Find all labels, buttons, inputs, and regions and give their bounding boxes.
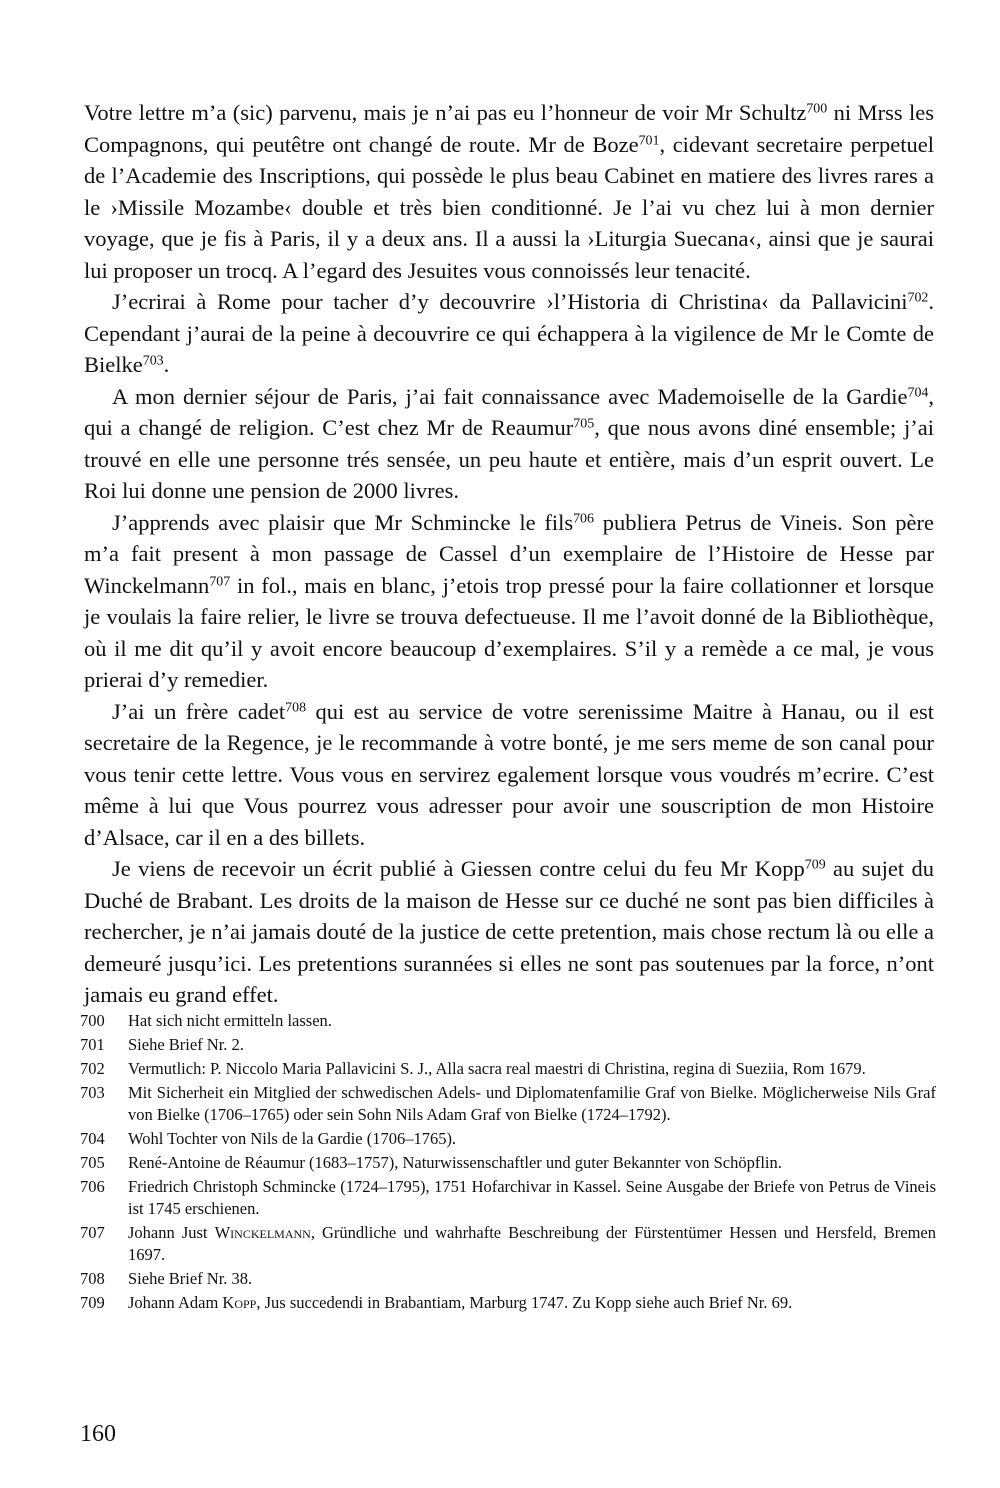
text-run: in fol., mais en blanc, j’etois trop pressé pour la faire collationner et lorsque je voulais la faire relier, le livre se trouva defectueuse. Il me l’avoit donné de la Bibliothèque, où il me dit qu’il y avoit encore beaucoup d’exemplaires. S’il y a remède a ce mal, je vous prierai d’y remedier. xyxy=(84,572,934,692)
footnote-text xyxy=(128,1128,936,1150)
footnote-marker: 704 xyxy=(907,384,929,400)
text-run: Johann Adam xyxy=(128,1293,223,1312)
text-run: , que nous avons diné ensemble; j’ai trouvé en elle une personne trés sensée, un peu haute et entière, mais d’un esprit ouvert. Le Roi lui donne une pension de 2000 livres. xyxy=(84,415,934,503)
footnote-text xyxy=(128,1034,936,1056)
text-run: publiera Petrus de Vineis. Son père m’a fait present à mon passage de Cassel d’un exemplaire de l’Histoire de Hesse par Winckelmann xyxy=(84,509,934,598)
footnote-number: 707 xyxy=(80,1223,105,1242)
footnote-marker: 700 xyxy=(806,101,828,117)
letter-body xyxy=(84,97,934,1011)
footnote-marker: 708 xyxy=(285,699,307,715)
footnote-text xyxy=(128,1010,936,1032)
footnote-marker: 707 xyxy=(209,573,231,589)
text-run: ni Mrss les Compagnons, qui peutêtre ont changé de route. Mr de Boze xyxy=(84,100,934,157)
footnote-marker: 705 xyxy=(573,416,595,432)
footnote xyxy=(80,1292,936,1314)
text-run: J’ai un frère cadet xyxy=(112,698,286,724)
footnote-number: 700 xyxy=(80,1011,105,1030)
body-paragraph xyxy=(84,97,934,286)
footnote-text xyxy=(128,1268,936,1290)
text-run: Wohl Tochter von Nils de la Gardie (1706–1765). xyxy=(128,1129,457,1148)
footnote-text xyxy=(128,1152,936,1174)
footnote xyxy=(80,1058,936,1080)
text-run: Mit Sicherheit ein Mitglied der schwedischen Adels- und Diplomatenfamilie Graf von Bielke. Möglicherweise Nils Graf von Bielke (1706–1765) oder sein Sohn Nils Adam Graf von Bielke (1724–1792). xyxy=(128,1083,936,1124)
footnote-marker: 706 xyxy=(573,510,594,526)
text-run: Hat sich nicht ermitteln lassen. xyxy=(128,1011,332,1030)
footnote-number: 703 xyxy=(80,1083,105,1102)
footnote-text xyxy=(128,1222,936,1266)
footnote-marker: 702 xyxy=(907,290,929,306)
text-run: René-Antoine de Réaumur (1683–1757), Naturwissenschaftler und guter Bekannter von Schöpflin. xyxy=(128,1153,782,1172)
text-run: Johann Just xyxy=(128,1223,215,1242)
footnote xyxy=(80,1128,936,1150)
footnote-text xyxy=(128,1176,936,1220)
footnote-marker: 701 xyxy=(638,132,660,148)
body-paragraph xyxy=(84,507,934,696)
text-run: . xyxy=(163,352,170,377)
body-paragraph xyxy=(84,286,934,381)
footnotes xyxy=(80,1010,936,1316)
text-run: , Gründliche und wahrhafte Beschreibung der Fürstentümer Hessen und Hersfeld, Bremen 1697. xyxy=(128,1223,936,1264)
text-run: A mon dernier séjour de Paris, j’ai fait connaissance avec Mademoiselle de la Gardie xyxy=(112,383,908,409)
text-run: Siehe Brief Nr. 2. xyxy=(128,1035,244,1054)
text-run: qui est au service de votre serenissime Maitre à Hanau, ou il est secretaire de la Regence, je le recommande à votre bonté, je me sers meme de son canal pour vous tenir cette lettre. Vous vous en servirez egalement lorsque vous voudrés m’ecrire. C’est même à lui que Vous pourrez vous adresser pour avoir une souscription de mon Histoire d’Alsace, car il en a des billets. xyxy=(84,698,934,850)
footnote-text xyxy=(128,1058,936,1080)
text-run: au sujet du Duché de Brabant. Les droits de la maison de Hesse sur ce duché ne sont pas bien difficiles à rechercher, je n’ai jamais douté de la justice de cette pretention, mais chose rectum là ou elle a demeuré jusqu’ici. Les pretentions surannées si elles ne sont pas soutenues par la force, n’ont jamais eu grand effet. xyxy=(84,856,934,1007)
text-run: . Cependant j’aurai de la peine à decouvrire ce qui échappera à la vigilence de Mr le Comte de Bielke xyxy=(84,289,934,377)
text-run: Vermutlich: P. Niccolo Maria Pallavicini S. J., Alla sacra real maestri di Christina, regina di Sueziia, Rom 1679. xyxy=(128,1059,866,1078)
footnote-number: 704 xyxy=(80,1129,105,1148)
footnote xyxy=(80,1082,936,1126)
author-name-small-caps: Kopp xyxy=(222,1293,257,1312)
footnote xyxy=(80,1010,936,1032)
footnote-number: 705 xyxy=(80,1153,105,1172)
footnote-number: 702 xyxy=(80,1059,105,1078)
text-run: Votre lettre m’a (sic) parvenu, mais je n’ai pas eu l’honneur de voir Mr Schultz xyxy=(84,100,807,125)
body-paragraph xyxy=(84,696,934,854)
footnote xyxy=(80,1034,936,1056)
footnote xyxy=(80,1222,936,1266)
author-name-small-caps: Winckelmann xyxy=(214,1223,311,1242)
footnote-number: 701 xyxy=(80,1035,105,1054)
footnote-text xyxy=(128,1082,936,1126)
text-run: , Jus succedendi in Brabantiam, Marburg 1747. Zu Kopp siehe auch Brief Nr. 69. xyxy=(256,1293,793,1312)
footnote xyxy=(80,1176,936,1220)
page-number: 160 xyxy=(80,1421,116,1447)
text-run: J’ecrirai à Rome pour tacher d’y decouvrire ›l’Historia di Christina‹ da Pallavicini xyxy=(112,289,908,314)
footnote-text xyxy=(128,1292,936,1314)
text-run: Je viens de recevoir un écrit publié à Giessen contre celui du feu Mr Kopp xyxy=(112,856,805,881)
footnote-marker: 709 xyxy=(804,857,826,873)
text-run: , qui a changé de religion. C’est chez Mr de Reaumur xyxy=(84,383,934,440)
footnote-number: 709 xyxy=(80,1293,105,1312)
text-run: J’apprends avec plaisir que Mr Schmincke le fils xyxy=(112,509,574,535)
footnote xyxy=(80,1268,936,1290)
body-paragraph xyxy=(84,381,934,507)
footnote-marker: 703 xyxy=(142,353,164,369)
text-run: Siehe Brief Nr. 38. xyxy=(128,1269,253,1288)
footnote xyxy=(80,1152,936,1174)
text-run: Friedrich Christoph Schmincke (1724–1795), 1751 Hofarchivar in Kassel. Seine Ausgabe der Briefe von Petrus de Vineis ist 1745 erschienen. xyxy=(128,1177,936,1218)
text-run: , cidevant secretaire perpetuel de l’Academie des Inscriptions, qui possède le plus beau Cabinet en matiere des livres rares a le ›Missile Mozambe‹ double et très bien conditionné. Je l’ai vu chez lui à mon dernier voyage, que je fis à Paris, il y a deux ans. Il a aussi la ›Liturgia Suecana‹, ainsi que je saurai lui proposer un trocq. A l’egard des Jesuites vous connoissés leur tenacité. xyxy=(84,131,935,283)
footnote-number: 708 xyxy=(80,1269,105,1288)
footnote-number: 706 xyxy=(80,1177,105,1196)
body-paragraph xyxy=(84,853,934,1011)
